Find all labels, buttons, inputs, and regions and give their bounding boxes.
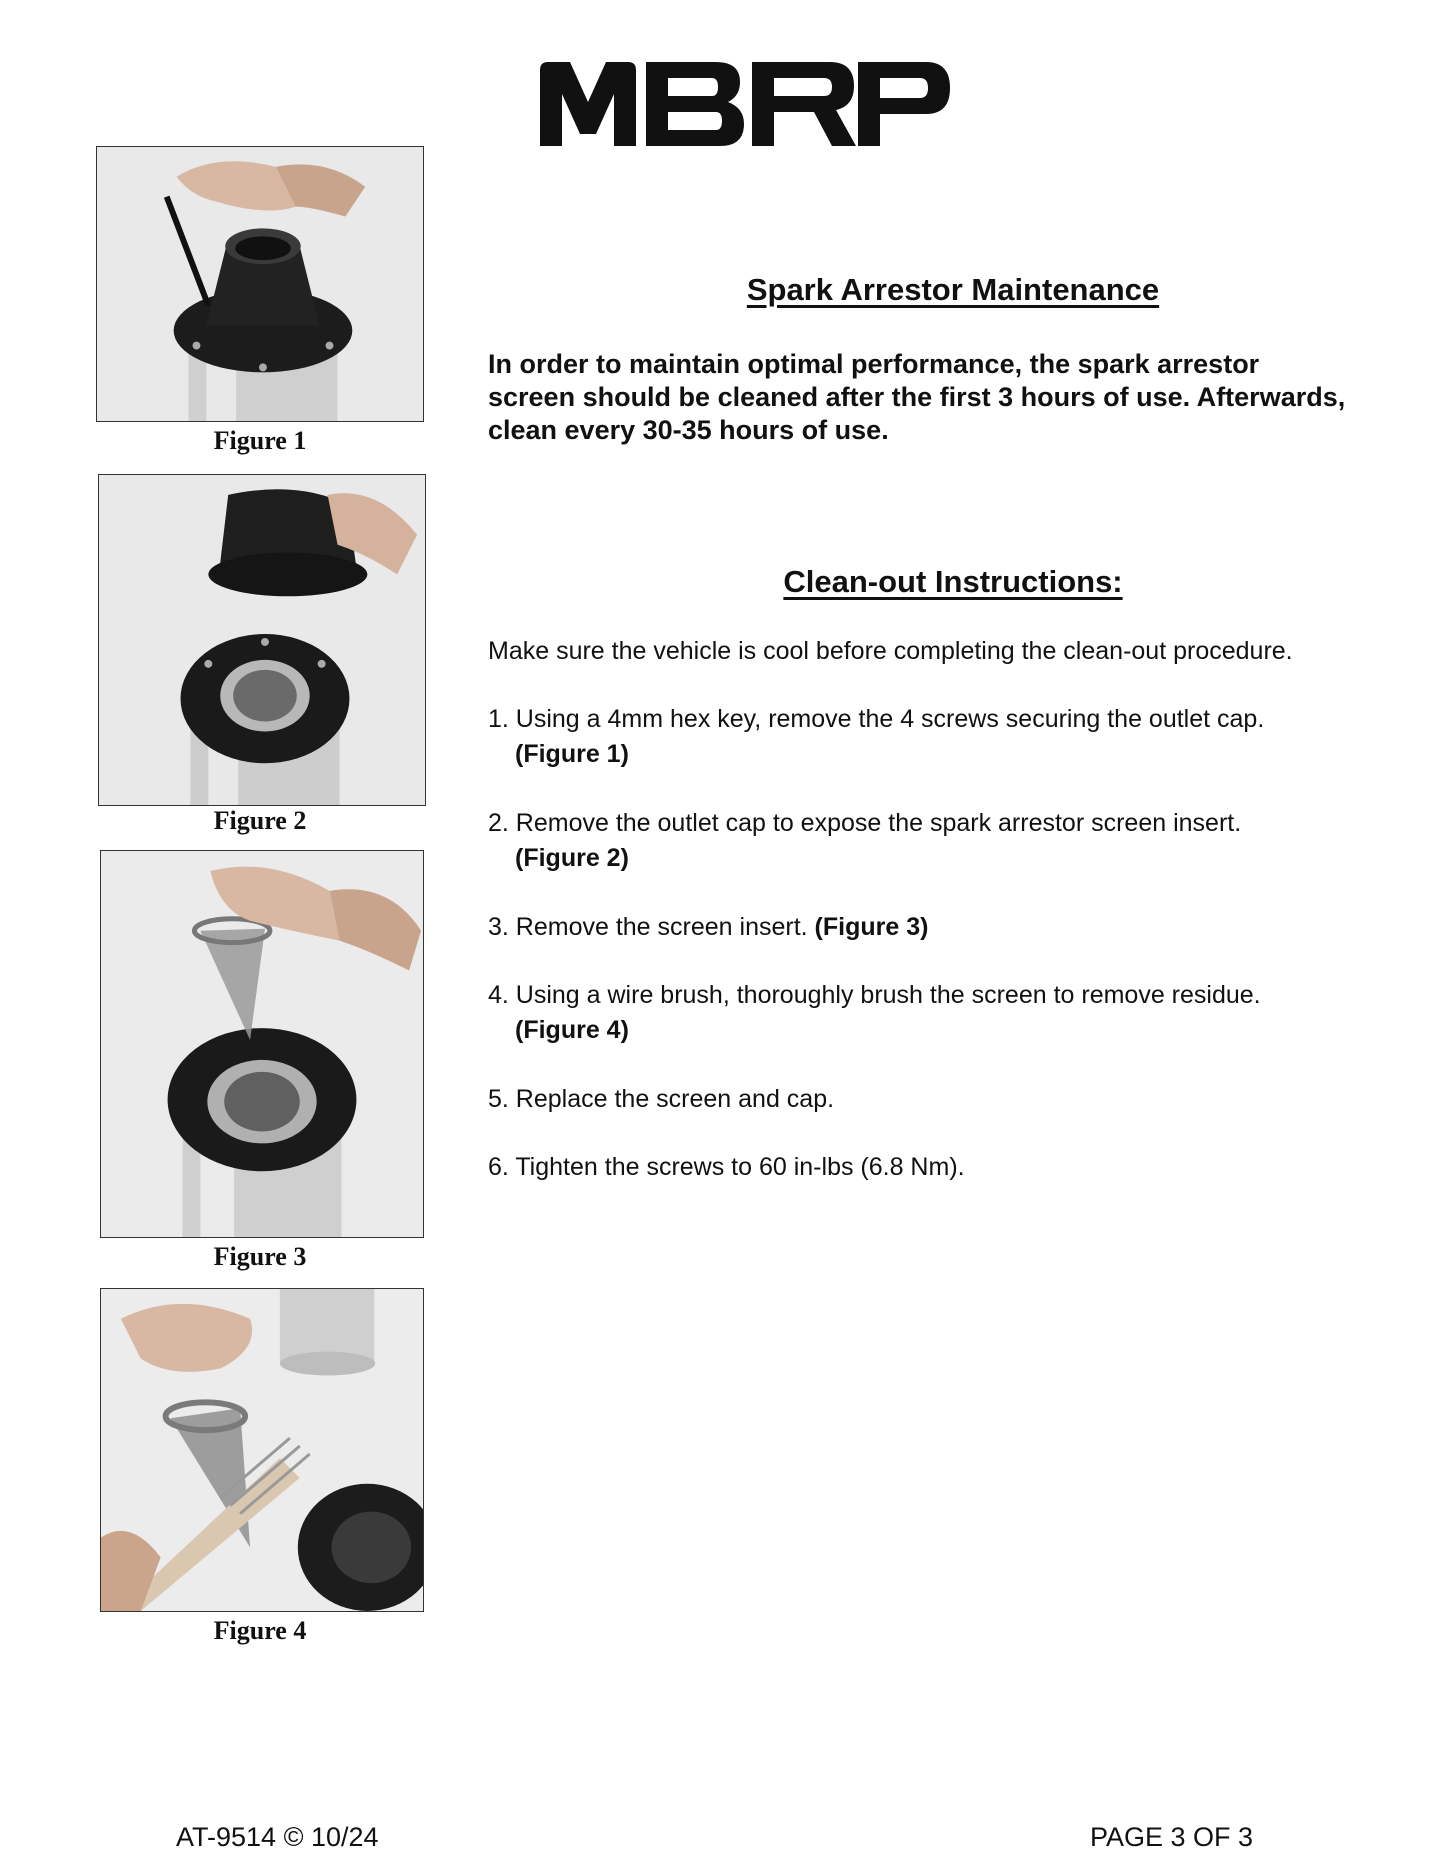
figure-1-illustration: [97, 147, 423, 421]
cleanout-step-6: 6. Tighten the screws to 60 in-lbs (6.8 Nm).: [488, 1153, 965, 1181]
step-text: 3. Remove the screen insert.: [488, 913, 815, 941]
cleanout-title: Clean-out Instructions:: [783, 564, 1123, 599]
maintenance-intro-line: In order to maintain optimal performance, the spark arrestor: [488, 349, 1260, 379]
step-figure-ref: (Figure 2): [515, 844, 629, 872]
cleanout-step-5: 5. Replace the screen and cap.: [488, 1085, 835, 1113]
figure-3-caption: Figure 3: [213, 1242, 307, 1271]
cleanout-step-3: [488, 910, 1408, 945]
figure-4-caption: Figure 4: [213, 1616, 307, 1645]
footer-page-number: PAGE 3 OF 3: [1090, 1822, 1254, 1852]
footer-doc-code: AT-9514 © 10/24: [176, 1822, 379, 1852]
cleanout-step-1: [488, 702, 1408, 772]
figure-2-photo: [98, 474, 426, 806]
cleanout-step-4: [488, 978, 1408, 1048]
figure-2-illustration: [99, 475, 425, 805]
maintenance-intro-line: clean every 30-35 hours of use.: [488, 415, 889, 445]
step-text: 1. Using a 4mm hex key, remove the 4 screws securing the outlet cap.: [488, 705, 1265, 733]
cleanout-step-2: [488, 806, 1408, 876]
maintenance-title: Spark Arrestor Maintenance: [746, 272, 1160, 307]
mbrp-logo-mark: [540, 62, 950, 146]
figure-2-caption: Figure 2: [213, 806, 307, 835]
mbrp-logo: [540, 62, 950, 146]
maintenance-intro: [488, 348, 1408, 447]
step-figure-ref: (Figure 3): [814, 913, 929, 941]
step-text: 4. Using a wire brush, thoroughly brush the screen to remove residue.: [488, 981, 1261, 1009]
figure-4-illustration: [101, 1289, 423, 1611]
figure-4-photo: [100, 1288, 424, 1612]
figure-3-photo: [100, 850, 424, 1238]
maintenance-intro-line: screen should be cleaned after the first 3 hours of use. Afterwards,: [488, 382, 1346, 412]
figure-3-illustration: [101, 851, 423, 1237]
figure-1-caption: Figure 1: [213, 426, 307, 455]
cleanout-lead: Make sure the vehicle is cool before completing the clean-out procedure.: [488, 637, 1293, 665]
figure-1-photo: [96, 146, 424, 422]
step-figure-ref: (Figure 1): [515, 740, 629, 768]
step-figure-ref: (Figure 4): [515, 1016, 629, 1044]
step-text: 2. Remove the outlet cap to expose the spark arrestor screen insert.: [488, 809, 1242, 837]
